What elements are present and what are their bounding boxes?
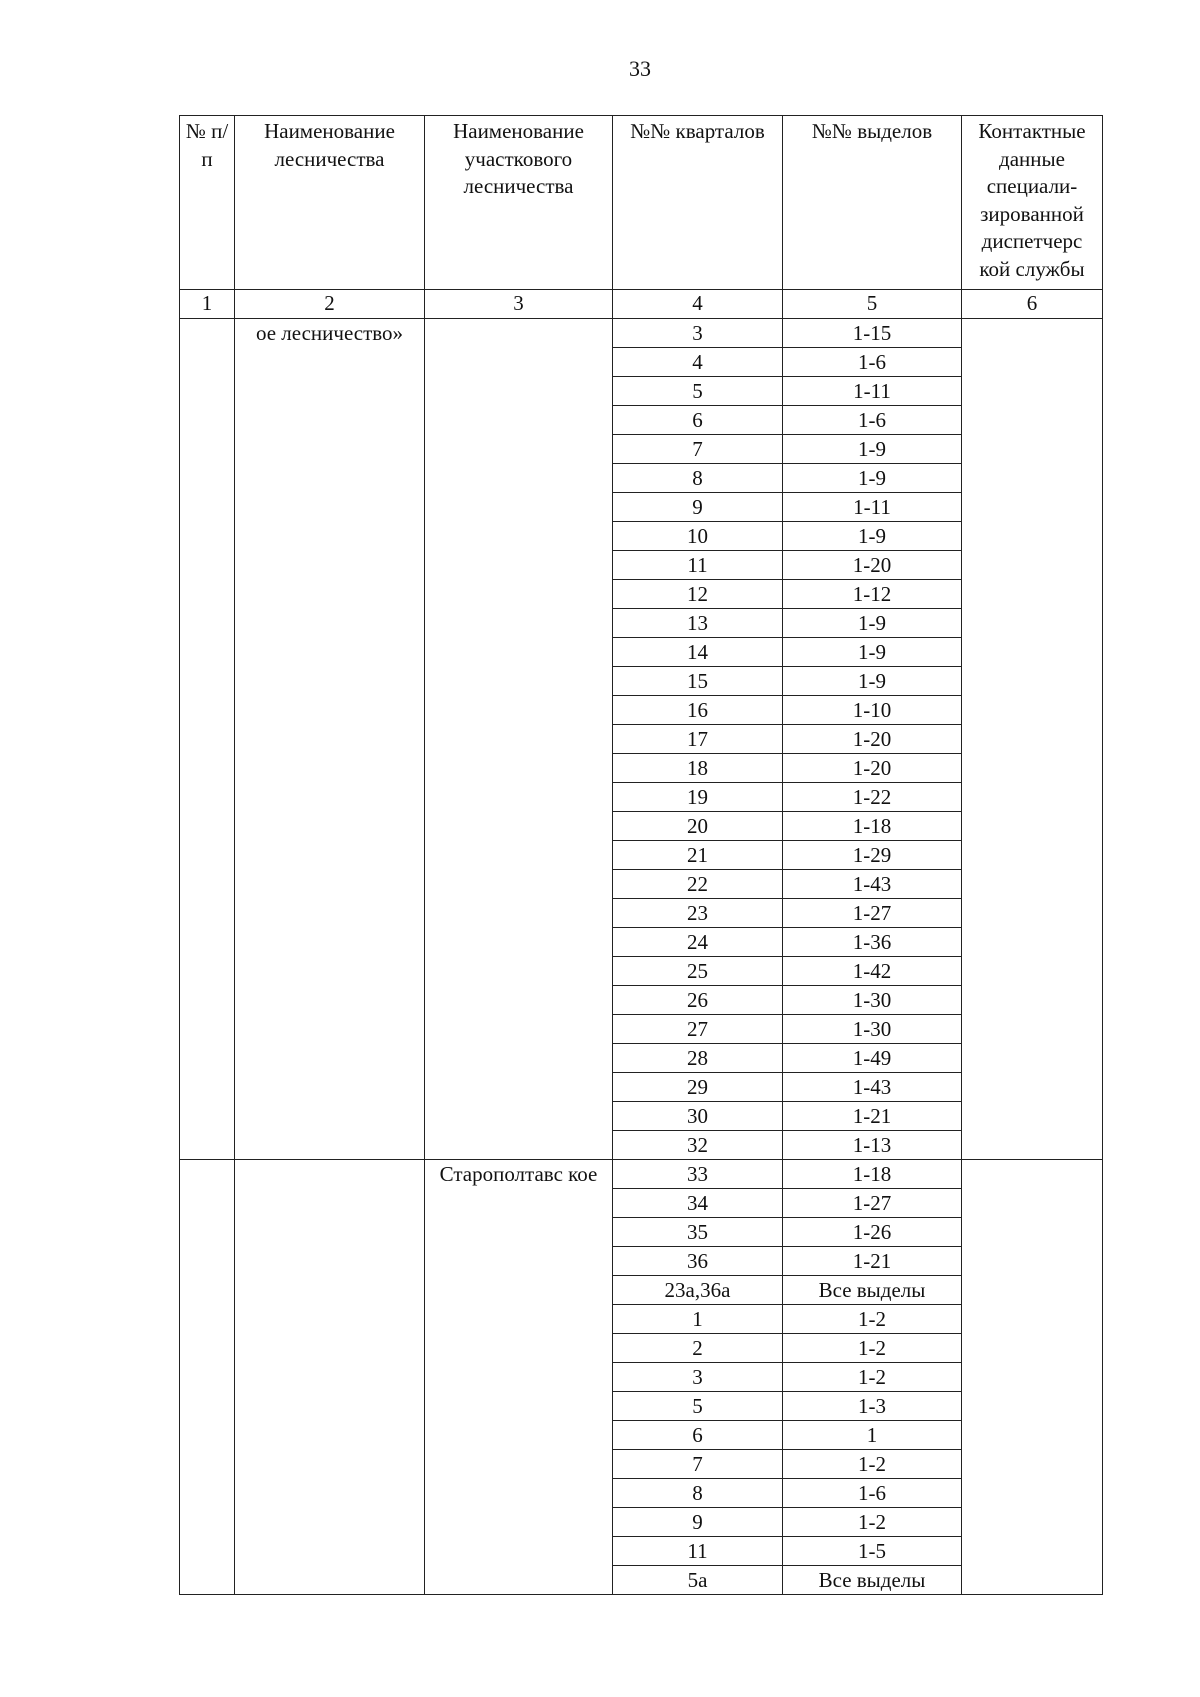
quarter-cell: 6 [613,1421,783,1450]
quarter-cell: 25 [613,957,783,986]
allotment-cell: 1-2 [783,1305,962,1334]
allotment-cell: 1-15 [783,319,962,348]
row-number-cell [180,319,235,1160]
allotment-cell: 1-20 [783,754,962,783]
quarter-cell: 16 [613,696,783,725]
column-number: 2 [235,290,425,319]
forestry-name-cell: ое лесничество» [235,319,425,1160]
quarter-cell: 5а [613,1566,783,1595]
allotment-cell: 1-9 [783,667,962,696]
quarter-cell: 34 [613,1189,783,1218]
allotment-cell: 1-36 [783,928,962,957]
quarter-cell: 10 [613,522,783,551]
quarter-cell: 7 [613,435,783,464]
row-number-cell [180,1160,235,1595]
page-number: 33 [629,56,651,81]
allotment-cell: 1-43 [783,1073,962,1102]
quarter-cell: 27 [613,1015,783,1044]
allotment-cell: 1-49 [783,1044,962,1073]
quarter-cell: 8 [613,1479,783,1508]
quarter-cell: 18 [613,754,783,783]
allotment-cell: 1-27 [783,1189,962,1218]
header-row [180,116,1103,290]
table-body [180,290,1103,1595]
allotment-cell: 1-9 [783,522,962,551]
quarter-cell: 14 [613,638,783,667]
allotment-cell: 1-9 [783,464,962,493]
quarter-cell: 7 [613,1450,783,1479]
header-col1: № п/п [180,116,235,290]
quarter-cell: 19 [613,783,783,812]
allotment-cell: 1-43 [783,870,962,899]
allotment-cell: 1-18 [783,1160,962,1189]
quarter-cell: 29 [613,1073,783,1102]
allotment-cell: 1-3 [783,1392,962,1421]
allotment-cell: 1-2 [783,1450,962,1479]
quarter-cell: 30 [613,1102,783,1131]
quarter-cell: 22 [613,870,783,899]
quarter-cell: 33 [613,1160,783,1189]
header-col6: Контактные данные специали-зированной диспетчерс кой службы [962,116,1103,290]
allotment-cell: 1-30 [783,986,962,1015]
quarter-cell: 1 [613,1305,783,1334]
district-name-cell: Старополтавс кое [425,1160,613,1595]
quarter-cell: 9 [613,1508,783,1537]
allotment-cell: 1-11 [783,493,962,522]
quarter-cell: 35 [613,1218,783,1247]
allotment-cell: 1-6 [783,348,962,377]
quarter-cell: 3 [613,1363,783,1392]
contact-cell [962,1160,1103,1595]
allotment-cell: 1-2 [783,1334,962,1363]
quarter-cell: 28 [613,1044,783,1073]
quarter-cell: 13 [613,609,783,638]
quarter-cell: 11 [613,1537,783,1566]
column-number: 6 [962,290,1103,319]
allotment-cell: 1 [783,1421,962,1450]
quarter-cell: 20 [613,812,783,841]
allotment-cell: 1-21 [783,1247,962,1276]
header-col5: №№ выделов [783,116,962,290]
quarter-cell: 23 [613,899,783,928]
allotment-cell: 1-20 [783,551,962,580]
district-name-cell [425,319,613,1160]
quarter-cell: 2 [613,1334,783,1363]
allotment-cell: 1-2 [783,1363,962,1392]
allotment-cell: 1-18 [783,812,962,841]
allotment-cell: 1-26 [783,1218,962,1247]
header-col3: Наименование участкового лесничества [425,116,613,290]
allotment-cell: 1-13 [783,1131,962,1160]
table-row [180,1160,1103,1189]
allotment-cell: 1-9 [783,609,962,638]
allotment-cell: 1-5 [783,1537,962,1566]
header-col2: Наименование лесничества [235,116,425,290]
allotment-cell: Все выделы [783,1566,962,1595]
allotment-cell: 1-21 [783,1102,962,1131]
quarter-cell: 17 [613,725,783,754]
allotment-cell: 1-6 [783,406,962,435]
allotment-cell: 1-22 [783,783,962,812]
quarter-cell: 36 [613,1247,783,1276]
table-row [180,319,1103,348]
quarter-cell: 9 [613,493,783,522]
contact-cell [962,319,1103,1160]
quarter-cell: 8 [613,464,783,493]
allotment-cell: 1-42 [783,957,962,986]
column-number: 1 [180,290,235,319]
quarter-cell: 32 [613,1131,783,1160]
forestry-name-cell [235,1160,425,1595]
allotment-cell: 1-9 [783,638,962,667]
column-number: 4 [613,290,783,319]
allotment-cell: 1-27 [783,899,962,928]
quarter-cell: 6 [613,406,783,435]
quarter-cell: 5 [613,377,783,406]
quarter-cell: 21 [613,841,783,870]
allotment-cell: 1-12 [783,580,962,609]
allotment-cell: 1-30 [783,1015,962,1044]
column-number: 5 [783,290,962,319]
quarter-cell: 15 [613,667,783,696]
header-col4: №№ кварталов [613,116,783,290]
quarter-cell: 3 [613,319,783,348]
allotment-cell: 1-29 [783,841,962,870]
allotment-cell: 1-20 [783,725,962,754]
quarter-cell: 11 [613,551,783,580]
allotment-cell: 1-6 [783,1479,962,1508]
quarter-cell: 5 [613,1392,783,1421]
forestry-table [179,115,1103,1595]
allotment-cell: 1-11 [783,377,962,406]
allotment-cell: 1-9 [783,435,962,464]
quarter-cell: 26 [613,986,783,1015]
quarter-cell: 12 [613,580,783,609]
column-number-row [180,290,1103,319]
quarter-cell: 4 [613,348,783,377]
allotment-cell: 1-10 [783,696,962,725]
allotment-cell: Все выделы [783,1276,962,1305]
column-number: 3 [425,290,613,319]
quarter-cell: 24 [613,928,783,957]
allotment-cell: 1-2 [783,1508,962,1537]
quarter-cell: 23а,36а [613,1276,783,1305]
